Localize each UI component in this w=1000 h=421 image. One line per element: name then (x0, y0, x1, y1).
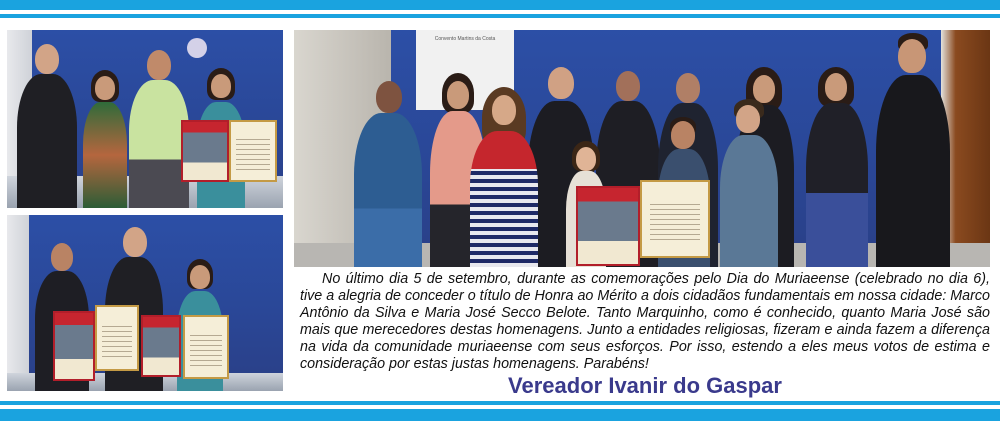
person-man-suit (15, 38, 79, 208)
certificate-photo (181, 120, 229, 182)
backdrop-sign-text: Convento Martins da Costa (434, 36, 496, 42)
photo-top-left (7, 30, 283, 208)
top-stripe-thin (0, 14, 1000, 18)
certificate-photo (53, 311, 95, 381)
certificate-photo (576, 186, 640, 266)
person-man-black-shirt (874, 33, 952, 267)
person-woman-floral (79, 68, 131, 208)
certificate-diploma (640, 180, 710, 258)
person-woman-dark-top (802, 51, 872, 267)
bottom-stripe-thin (0, 401, 1000, 405)
top-stripe-thick (0, 0, 1000, 10)
certificate-diploma (229, 120, 277, 182)
article-body: No último dia 5 de setembro, durante as comemorações pelo Dia do Muriaeense (celebrado no dia 6), tive a alegria de conceder o título de Honra ao Mérito a dois cidadãos fundamentais em nossa cidade: Marco Antônio da Silva e Maria José Secco Belote. Tanto Marquinho, como é conhecido, quanto Maria José são mais que merecedores destas homenagens. Junto a entidades religiosas, fizeram e ainda fazem a diferença na vida da comunidade muriaeense com seus esforços. Por isso, estendo a eles meus votos de estima e consideração por estas justas homenagens. Parabéns! (300, 271, 990, 372)
photo-group (294, 30, 990, 267)
person-boy-denim (718, 99, 780, 267)
photo-bottom-left (7, 215, 283, 391)
certificate-diploma (95, 305, 139, 371)
person-young-woman-striped (466, 87, 542, 267)
certificate-diploma (183, 315, 229, 379)
certificate-photo (141, 315, 181, 377)
photo-wall (7, 215, 29, 391)
signature: Vereador Ivanir do Gaspar (508, 373, 782, 398)
person-man-blue-shirt (352, 57, 424, 267)
bottom-stripe-thick (0, 409, 1000, 421)
